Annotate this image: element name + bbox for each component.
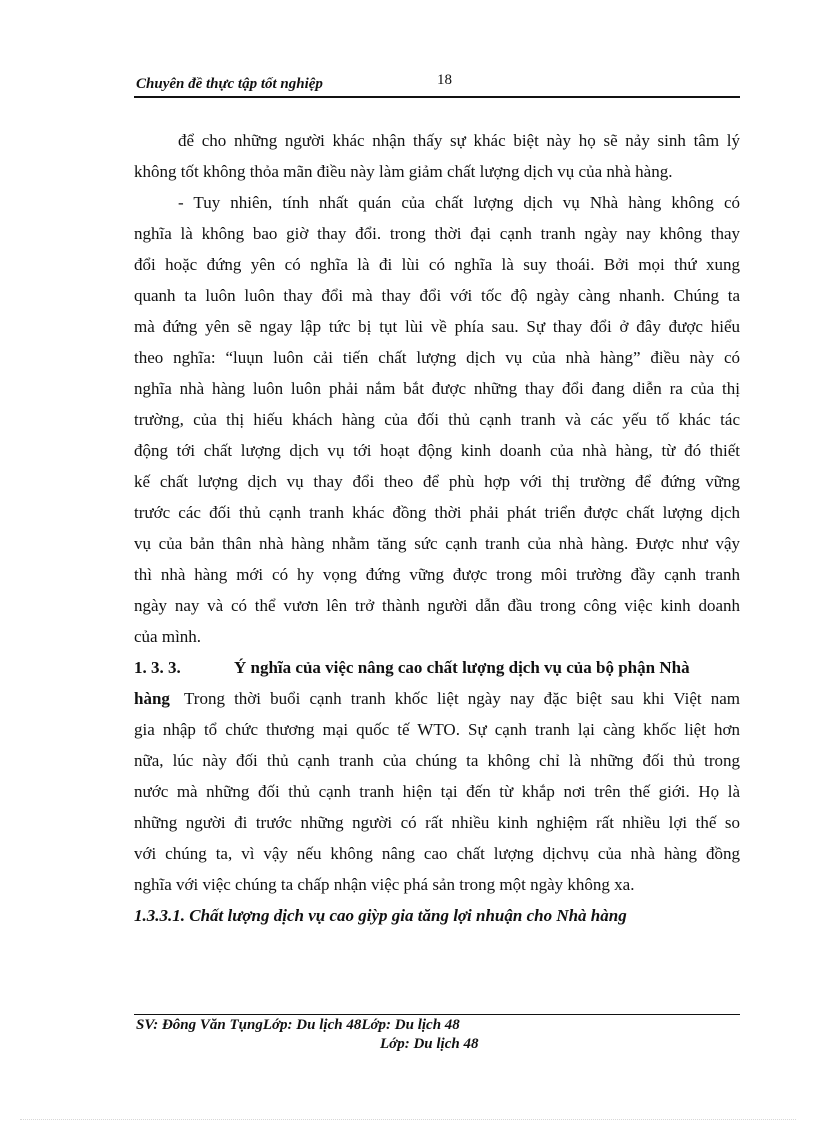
header-rule bbox=[134, 96, 740, 98]
text-line: những người đi trước những người có rất nhiều kinh nghiệm rất nhiều lợi thế so bbox=[134, 813, 740, 832]
header-title: Chuyên đề thực tập tốt nghiệp bbox=[136, 76, 323, 92]
footer-student-info: SV: Đông Văn TụngLớp: Du lịch 48Lớp: Du lịch 48 bbox=[136, 1017, 460, 1033]
footer-rule bbox=[134, 1014, 740, 1015]
text-line: trước các đối thủ cạnh tranh khác đồng thời phải phát triển được chất lượng dịch bbox=[134, 503, 740, 522]
text-line: nữa, lúc này đối thủ cạnh tranh của chúng ta không chỉ là những đối thủ trong bbox=[134, 751, 740, 770]
text-line: để cho những người khác nhận thấy sự khác biệt này họ sẽ nảy sinh tâm lý bbox=[178, 131, 740, 150]
text-line: vụ của bản thân nhà hàng nhằm tăng sức cạnh tranh của nhà hàng. Được như vậy bbox=[134, 534, 740, 553]
text-line: kế chất lượng dịch vụ thay đổi theo để phù hợp với thị trường để đứng vững bbox=[134, 472, 740, 491]
paragraph-consistency bbox=[134, 187, 740, 652]
text-line: nghĩa với việc chúng ta chấp nhận việc phá sản trong một ngày không xa. bbox=[134, 875, 635, 894]
text-line: trường, của thị hiếu khách hàng của đối thủ cạnh tranh và các yếu tố khác tác bbox=[134, 410, 740, 429]
paragraph-significance bbox=[134, 683, 740, 900]
text-line: nước mà những đối thủ cạnh tranh hiện tại đến từ khắp nơi trên thế giới. Họ là bbox=[134, 782, 740, 801]
text-line: mà đứng yên sẽ ngay lập tức bị tụt lùi về phía sau. Sự thay đổi ở đây được hiểu bbox=[134, 317, 740, 336]
text-line: - Tuy nhiên, tính nhất quán của chất lượng dịch vụ Nhà hàng không có bbox=[178, 193, 740, 212]
text-line: thì nhà hàng mới có hy vọng đứng vững được trong môi trường đầy cạnh tranh bbox=[134, 565, 740, 584]
footer-class-info: Lớp: Du lịch 48 bbox=[380, 1036, 479, 1052]
page-number: 18 bbox=[437, 72, 452, 88]
text-line: gia nhập tổ chức thương mại quốc tế WTO. Sự cạnh tranh lại càng khốc liệt hơn bbox=[134, 720, 740, 739]
text-line: nghĩa là không bao giờ thay đổi. trong thời đại cạnh tranh ngày nay không thay bbox=[134, 224, 740, 243]
section-number: 1. 3. 3. bbox=[134, 658, 181, 677]
text-line: động tới chất lượng dịch vụ tới hoạt động kinh doanh của nhà hàng, từ đó thiết bbox=[134, 441, 740, 460]
text-line: với chúng ta, vì vậy nếu không nâng cao chất lượng dịchvụ của nhà hàng đồng bbox=[134, 844, 740, 863]
document-body bbox=[134, 125, 740, 931]
text-line: quanh ta luôn luôn thay đổi mà thay đổi với tốc độ ngày càng nhanh. Chúng ta bbox=[134, 286, 740, 305]
section-title: Ý nghĩa của việc nâng cao chất lượng dịch vụ của bộ phận Nhà bbox=[234, 658, 690, 677]
page-edge bbox=[20, 1119, 796, 1120]
section-title-continuation: hàng bbox=[134, 689, 170, 708]
subsection-heading: 1.3.3.1. Chất lượng dịch vụ cao giỳp gia tăng lợi nhuận cho Nhà hàng bbox=[134, 906, 627, 925]
paragraph-continuation bbox=[134, 125, 740, 187]
text-line: đổi hoặc đứng yên có nghĩa là đi lùi có nghĩa là suy thoái. Bởi mọi thứ xung bbox=[134, 255, 740, 274]
text-line: không tốt không thỏa mãn điều này làm giảm chất lượng dịch vụ của nhà hàng. bbox=[134, 162, 673, 181]
text-line: ngày nay và có thể vươn lên trở thành người dẫn đầu trong công việc kinh doanh bbox=[134, 596, 740, 615]
text-line: theo nghĩa: “luụn luôn cải tiến chất lượng dịch vụ của nhà hàng” điều này có bbox=[134, 348, 740, 367]
text-line: của mình. bbox=[134, 627, 202, 646]
text-line: Trong thời buổi cạnh tranh khốc liệt ngày nay đặc biệt sau khi Việt nam bbox=[184, 689, 740, 708]
text-line: nghĩa nhà hàng luôn luôn phải nắm bắt được những thay đổi đang diễn ra của thị bbox=[134, 379, 740, 398]
